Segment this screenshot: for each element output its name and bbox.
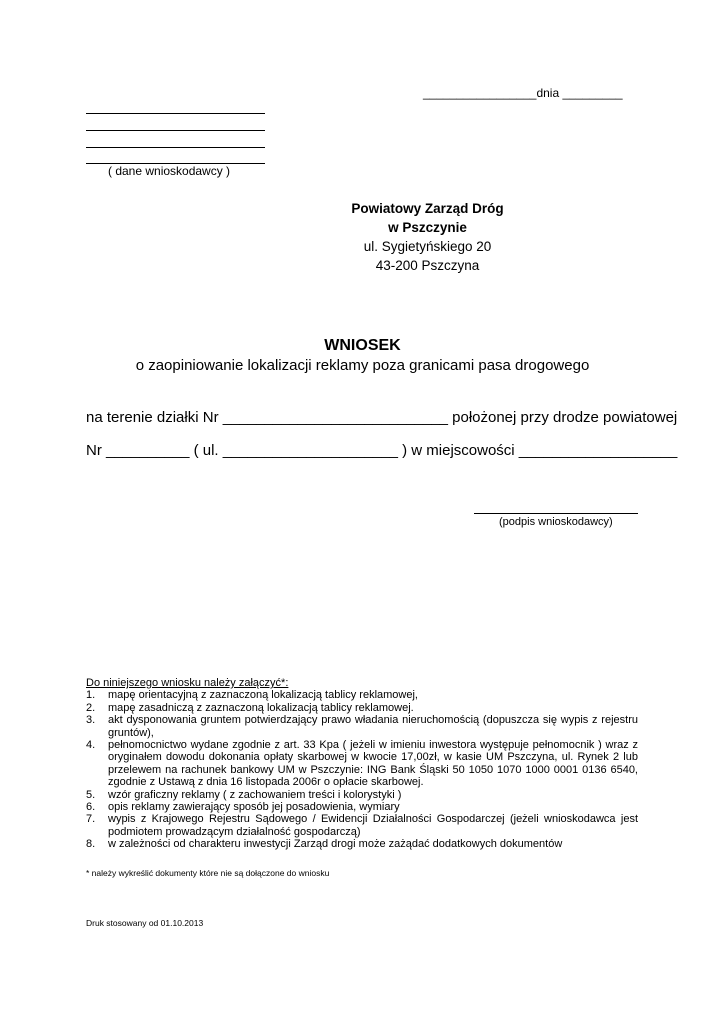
addressee-city: w Pszczynie — [388, 220, 467, 235]
item-text: mapę zasadniczą z zaznaczoną lokalizacją tablicy reklamowej. — [108, 701, 414, 714]
form-line-location: Nr __________ ( ul. _____________________ ) w miejscowości ___________________ — [86, 442, 678, 459]
signature-caption: (podpis wnioskodawcy) — [499, 516, 613, 528]
addressee-street: ul. Sygietyńskiego 20 — [363, 239, 492, 254]
item-number: 6. — [86, 801, 96, 814]
addressee-postal: 43-200 Pszczyna — [375, 258, 480, 273]
list-item — [86, 801, 638, 813]
item-text: w zależności od charakteru inwestycji Zarząd drogi może zażądać dodatkowych dokumentów — [108, 838, 563, 851]
item-number: 7. — [86, 813, 96, 826]
signature-line — [474, 513, 638, 514]
form-line-plot: na terenie działki Nr ___________________________ położonej przy drodze powiatowej — [86, 409, 678, 426]
applicant-line-3 — [86, 147, 265, 148]
list-item — [86, 813, 638, 838]
form-version-note: Druk stosowany od 01.10.2013 — [86, 918, 204, 928]
item-number: 1. — [86, 689, 96, 702]
date-line: _________________dnia _________ — [423, 86, 623, 100]
footnote: * należy wykreślić dokumenty które nie są dołączone do wniosku — [86, 868, 330, 878]
applicant-caption: ( dane wnioskodawcy ) — [108, 164, 231, 178]
applicant-line-1 — [86, 113, 265, 114]
item-number: 3. — [86, 714, 96, 727]
item-number: 4. — [86, 739, 96, 752]
list-item — [86, 689, 638, 701]
document-title: WNIOSEK — [324, 337, 401, 354]
attachments-title: Do niniejszego wniosku należy załączyć*: — [86, 677, 289, 689]
document-subtitle: o zaopiniowanie lokalizacji reklamy poza granicami pasa drogowego — [135, 357, 590, 374]
list-item — [86, 789, 638, 801]
item-number: 8. — [86, 838, 96, 851]
item-text: pełnomocnictwo wydane zgodnie z art. 33 Kpa ( jeżeli w imieniu inwestora występuje pełnomocnik ) wraz z oryginałem dowodu dokonania opłaty skarbowej w kwocie 17,00zł, w kasie UM Pszczyna, ul. Rynek 2 lub przelewem na rachunek bankowy UM w Pszczynie: ING Bank Śląski 50 1050 1070 1000 0001 0136 6540, zgodnie z Ustawą z dnia 16 listopada 2006r o opłacie skarbowej. — [108, 739, 638, 789]
attachments-section — [86, 677, 638, 851]
applicant-line-2 — [86, 130, 265, 131]
item-text: opis reklamy zawierający sposób jej posadowienia, wymiary — [108, 801, 400, 814]
item-text: mapę orientacyjną z zaznaczoną lokalizacją tablicy reklamowej, — [108, 689, 418, 702]
item-text: wypis z Krajowego Rejestru Sądowego / Ewidencji Działalności Gospodarczej (jeżeli wnioskodawca jest podmiotem prowadzącym działalność gospodarczą) — [108, 813, 638, 838]
addressee-name: Powiatowy Zarząd Dróg — [351, 201, 504, 216]
list-item — [86, 714, 638, 739]
item-number: 5. — [86, 788, 96, 801]
list-item — [86, 739, 638, 789]
addressee-block — [300, 199, 555, 275]
item-text: akt dysponowania gruntem potwierdzający prawo władania nieruchomością (dopuszcza się wypis z rejestru gruntów), — [108, 714, 638, 739]
attachments-list — [86, 689, 638, 850]
item-number: 2. — [86, 701, 96, 714]
list-item — [86, 838, 638, 850]
item-text: wzór graficzny reklamy ( z zachowaniem treści i kolorystyki ) — [108, 788, 402, 801]
list-item — [86, 702, 638, 714]
